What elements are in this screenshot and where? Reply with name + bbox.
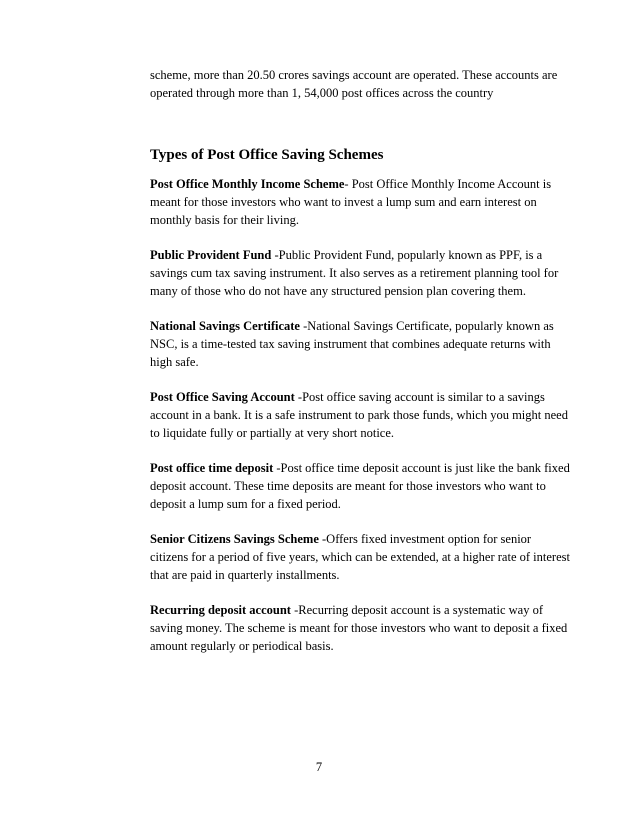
scheme-name: Recurring deposit account: [150, 603, 291, 617]
scheme-description: -Public Provident Fund, popularly known as PPF, is a savings cum tax saving instrument. It also serves as a retirement planning tool for many of those who do not have any structured pension plan covering them.: [150, 248, 559, 298]
scheme-paragraph-recurring-deposit: [150, 601, 570, 655]
scheme-description: - Post Office Monthly Income Account is meant for those investors who want to invest a lump sum and earn interest on monthly basis for their living.: [150, 177, 552, 227]
scheme-description: -Post office time deposit account is just like the bank fixed deposit account. These time deposits are meant for those investors who want to deposit a lump sum for a fixed period.: [150, 461, 570, 511]
scheme-paragraph-senior-citizens: [150, 530, 570, 584]
page-number: 7: [315, 760, 323, 774]
scheme-name: Senior Citizens Savings Scheme: [150, 532, 319, 546]
page-content: [150, 66, 570, 655]
scheme-name: Post office time deposit: [150, 461, 274, 475]
scheme-paragraph-nsc: [150, 317, 570, 371]
scheme-description: -Post office saving account is similar to a savings account in a bank. It is a safe instrument to park those funds, which you might need to liquidate fully or partially at very short notice.: [150, 390, 568, 440]
scheme-name: Post Office Monthly Income Scheme: [150, 177, 345, 191]
scheme-description: -Offers fixed investment option for senior citizens for a period of five years, which can be extended, at a higher rate of interest that are paid in quarterly installments.: [150, 532, 570, 582]
scheme-paragraph-ppf: [150, 246, 570, 300]
scheme-paragraph-saving-account: [150, 388, 570, 442]
scheme-name: National Savings Certificate: [150, 319, 300, 333]
scheme-paragraph-time-deposit: [150, 459, 570, 513]
scheme-description: -Recurring deposit account is a systematic way of saving money. The scheme is meant for those investors who want to deposit a fixed amount regularly or periodical basis.: [150, 603, 568, 653]
scheme-paragraph-monthly-income: [150, 175, 570, 229]
scheme-name: Post Office Saving Account: [150, 390, 295, 404]
section-heading: Types of Post Office Saving Schemes: [150, 147, 384, 163]
intro-paragraph: scheme, more than 20.50 crores savings account are operated. These accounts are operated through more than 1, 54,000 post offices across the country: [150, 68, 558, 100]
scheme-name: Public Provident Fund: [150, 248, 272, 262]
scheme-description: -National Savings Certificate, popularly known as NSC, is a time-tested tax saving instrument that combines adequate returns with high safe.: [150, 319, 554, 369]
